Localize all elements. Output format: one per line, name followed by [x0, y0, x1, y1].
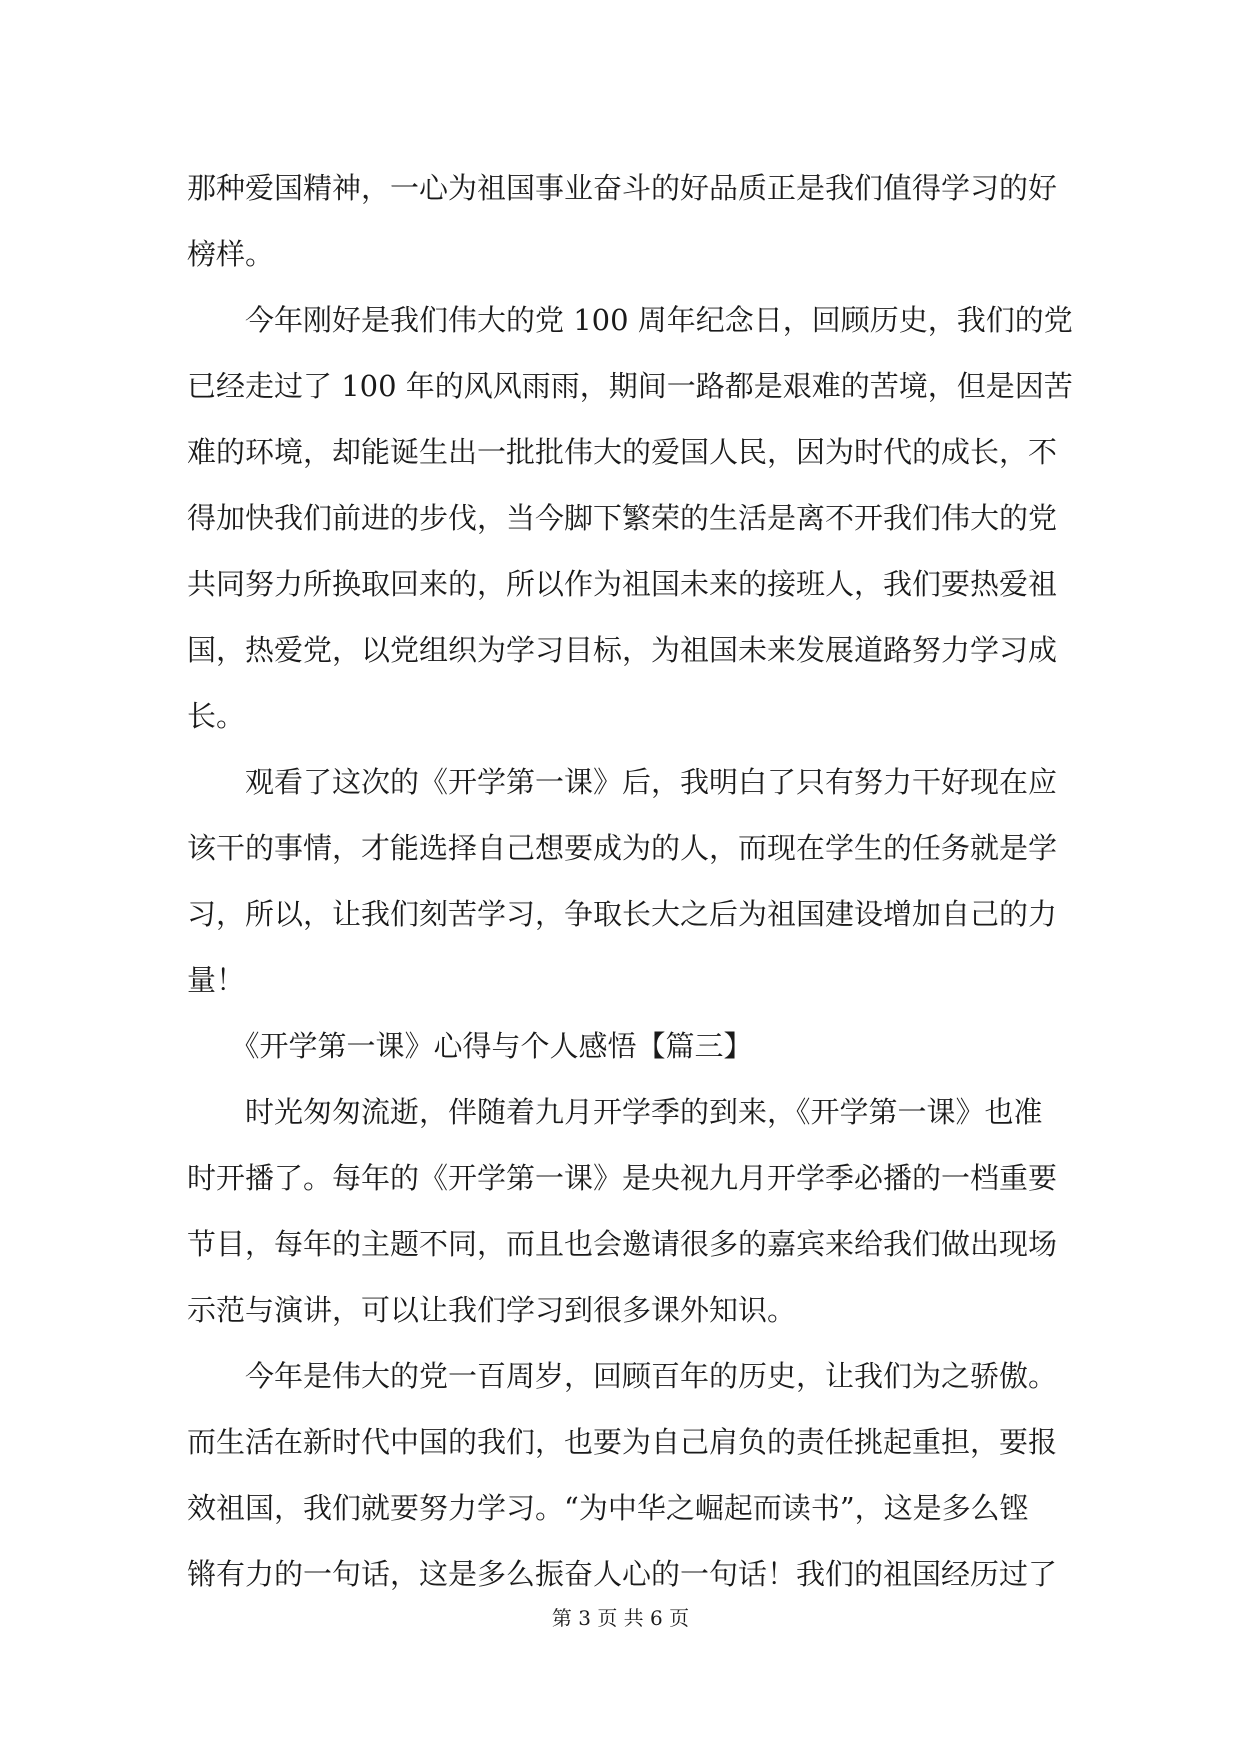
text-line: 那种爱国精神，一心为祖国事业奋斗的好品质正是我们值得学习的好	[187, 171, 1058, 205]
text-line: 已经走过了 100 年的风风雨雨，期间一路都是艰难的苦境，但是因苦	[187, 369, 1073, 403]
text-line: 效祖国，我们就要努力学习。“为中华之崛起而读书”，这是多么铿	[187, 1491, 1029, 1525]
text-line: 今年是伟大的党一百周岁，回顾百年的历史，让我们为之骄傲。	[187, 1359, 1058, 1393]
text-line: 该干的事情，才能选择自己想要成为的人，而现在学生的任务就是学	[187, 831, 1058, 865]
page-number-footer: 第 3 页 共 6 页	[551, 1606, 690, 1630]
text-line: 长。	[187, 699, 246, 733]
text-line: 时开播了。每年的《开学第一课》是央视九月开学季必播的一档重要	[187, 1161, 1058, 1195]
text-line: 而生活在新时代中国的我们，也要为自己肩负的责任挑起重担，要报	[187, 1425, 1058, 1459]
body-text	[187, 155, 1073, 1607]
text-line: 难的环境，却能诞生出一批批伟大的爱国人民，因为时代的成长，不	[187, 435, 1058, 469]
text-line: 锵有力的一句话，这是多么振奋人心的一句话！我们的祖国经历过了	[187, 1557, 1058, 1591]
text-line: 国，热爱党，以党组织为学习目标，为祖国未来发展道路努力学习成	[187, 633, 1058, 667]
text-line: 示范与演讲，可以让我们学习到很多课外知识。	[187, 1293, 797, 1327]
text-line: 榜样。	[187, 237, 275, 271]
text-line: 得加快我们前进的步伐，当今脚下繁荣的生活是离不开我们伟大的党	[187, 501, 1058, 535]
text-line: 观看了这次的《开学第一课》后，我明白了只有努力干好现在应	[187, 765, 1058, 799]
section-heading: 《开学第一课》心得与个人感悟【篇三】	[187, 1029, 753, 1063]
text-line: 共同努力所换取回来的，所以作为祖国未来的接班人，我们要热爱祖	[187, 567, 1058, 601]
text-line: 节目，每年的主题不同，而且也会邀请很多的嘉宾来给我们做出现场	[187, 1227, 1058, 1261]
text-line: 时光匆匆流逝，伴随着九月开学季的到来，《开学第一课》也准	[187, 1095, 1043, 1129]
text-line: 量！	[187, 963, 246, 997]
text-line: 今年刚好是我们伟大的党 100 周年纪念日，回顾历史，我们的党	[187, 303, 1073, 337]
text-line: 习，所以，让我们刻苦学习，争取长大之后为祖国建设增加自己的力	[187, 897, 1058, 931]
